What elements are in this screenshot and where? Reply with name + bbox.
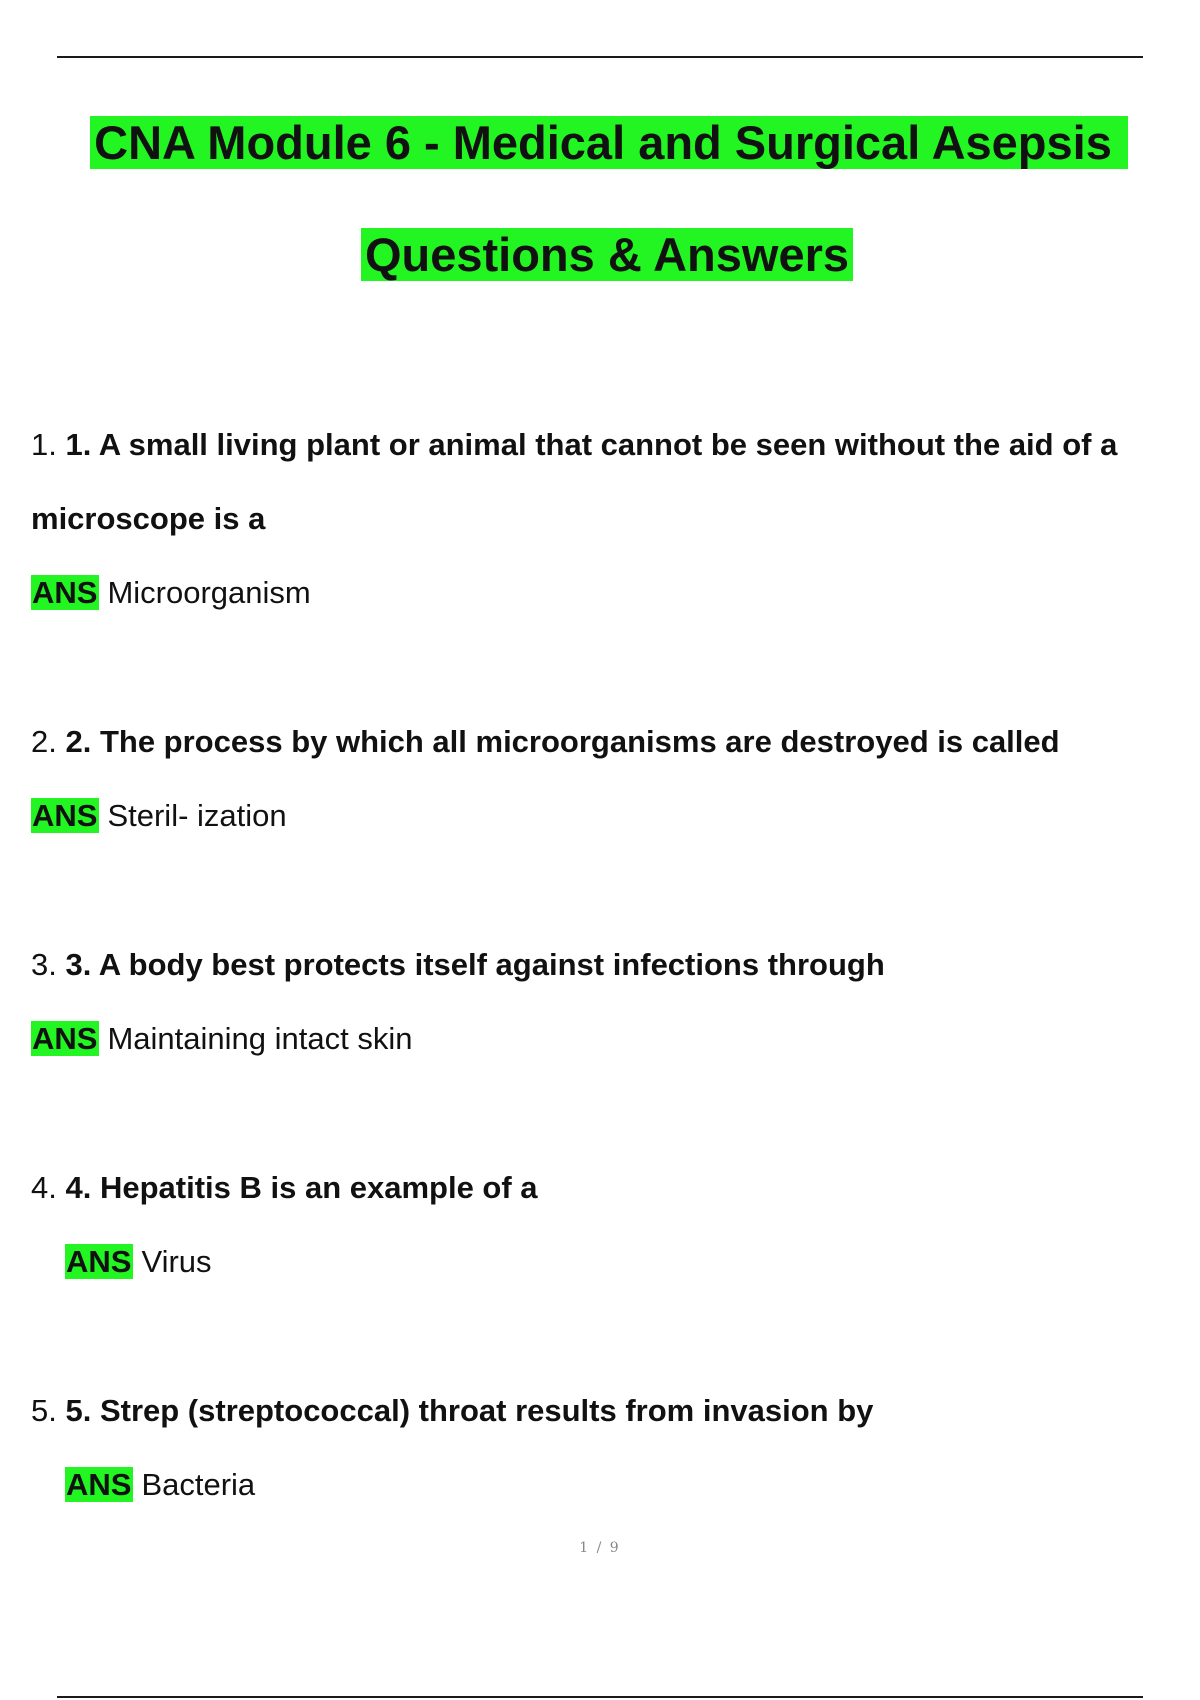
answer-text: Steril- ization: [107, 798, 287, 833]
question-1: [31, 425, 1117, 465]
answer-tag: ANS: [32, 798, 98, 833]
question-5: [31, 1391, 873, 1431]
question-number: 2.: [31, 724, 57, 759]
page-indicator: 1 / 9: [579, 1540, 621, 1556]
question-number: 3.: [31, 947, 57, 982]
answer-tag: ANS: [32, 575, 98, 610]
answer-1: [31, 573, 311, 613]
answer-text: Maintaining intact skin: [107, 1021, 413, 1056]
answer-tag: ANS: [32, 1021, 98, 1056]
question-text: 3. A body best protects itself against infections through: [65, 947, 885, 982]
question-text: 1. A small living plant or animal that cannot be seen without the aid of a: [65, 427, 1118, 462]
question-1-continued: microscope is a: [31, 501, 266, 536]
question-4: [31, 1168, 538, 1208]
answer-3: [31, 1019, 412, 1059]
answer-text: Microorganism: [107, 575, 311, 610]
question-text: 2. The process by which all microorganisms are destroyed is called: [65, 724, 1060, 759]
answer-4: [65, 1242, 212, 1282]
page-title: [0, 114, 1200, 172]
answer-text: Bacteria: [141, 1467, 256, 1502]
answer-text: Virus: [141, 1244, 212, 1279]
bottom-rule: [57, 1696, 1143, 1698]
question-3: [31, 945, 885, 985]
question-number: 5.: [31, 1393, 57, 1428]
question-text: 5. Strep (streptococcal) throat results from invasion by: [65, 1393, 874, 1428]
question-number: 1.: [31, 427, 57, 462]
question-2: [31, 722, 1060, 762]
title-line-2: Questions & Answers: [361, 228, 853, 281]
title-line-1: CNA Module 6 - Medical and Surgical Asepsis: [90, 116, 1128, 169]
question-text: 4. Hepatitis B is an example of a: [65, 1170, 538, 1205]
page-subtitle: [0, 226, 1200, 284]
question-number: 4.: [31, 1170, 57, 1205]
answer-5: [65, 1465, 255, 1505]
answer-tag: ANS: [66, 1467, 132, 1502]
answer-tag: ANS: [66, 1244, 132, 1279]
answer-2: [31, 796, 287, 836]
top-rule: [57, 56, 1143, 58]
